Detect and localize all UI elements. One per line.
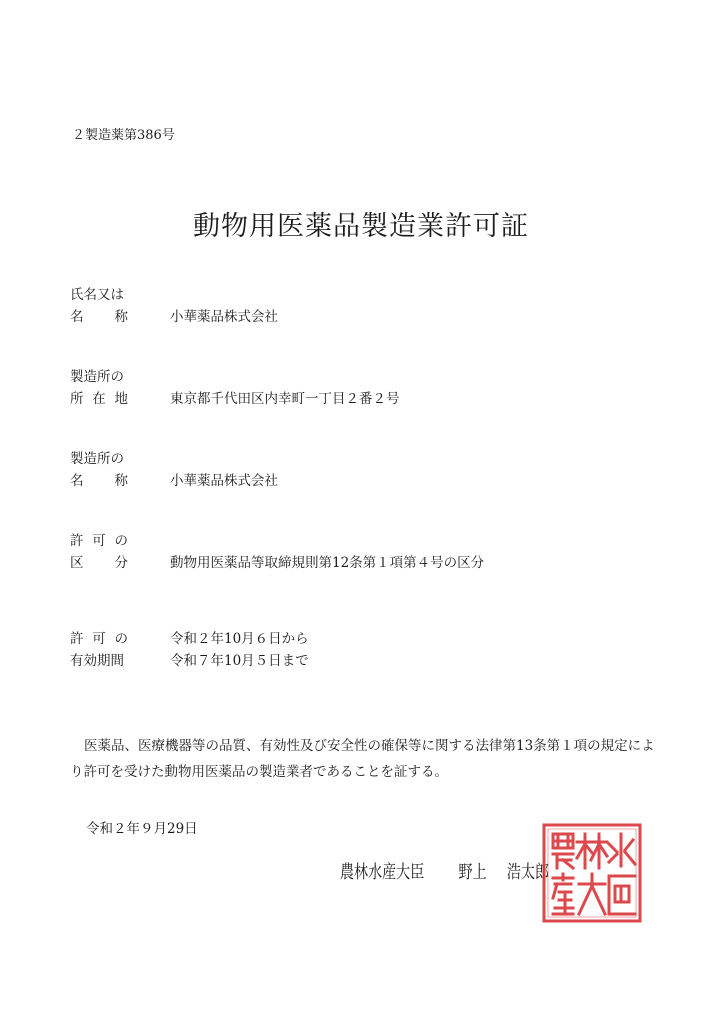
field-category-label-line1: 許可の [70,533,128,549]
signer-family-name: 野上 [458,862,487,883]
document-title: 動物用医薬品製造業許可証 [193,211,529,242]
official-seal-stamp [541,822,643,924]
field-validity-from: 令和２年10月６日から [170,631,309,647]
issue-date: 令和２年９月29日 [86,821,198,837]
field-category-value: 動物用医薬品等取締規則第12条第１項第４号の区分 [170,555,485,571]
signer-given-name: 浩太郎 [506,862,550,883]
certification-statement: 医薬品、医療機器等の品質、有効性及び安全性の確保等に関する法律第13条第１項の規定により許可を受けた動物用医薬品の製造業者であることを証する。 [70,738,655,780]
field-validity-label-line2: 有効期間 [70,653,124,669]
field-location-label-line2: 所在地 [70,391,128,407]
field-category-label-line2: 区 分 [70,555,128,571]
document-number: ２製造薬第386号 [72,128,175,143]
signer-block [340,858,549,884]
field-validity-to: 令和７年10月５日まで [170,653,309,669]
field-applicant-label-line2: 名 称 [70,309,128,325]
field-facility-label: 製造所の 名 称 [70,448,128,492]
field-applicant-value: 小華薬品株式会社 [170,309,278,325]
field-location-value: 東京都千代田区内幸町一丁目２番２号 [170,391,400,407]
field-applicant-label: 氏名又は 名 称 [70,284,128,328]
field-facility-label-line2: 名 称 [70,473,128,489]
field-facility-value: 小華薬品株式会社 [170,473,278,489]
signer-title: 農林水産大臣 [340,862,425,883]
field-location-label: 製造所の 所在地 [70,366,128,410]
field-validity-label [70,628,128,672]
field-category-label [70,530,128,574]
field-validity-label-line1: 許可の [70,631,128,647]
